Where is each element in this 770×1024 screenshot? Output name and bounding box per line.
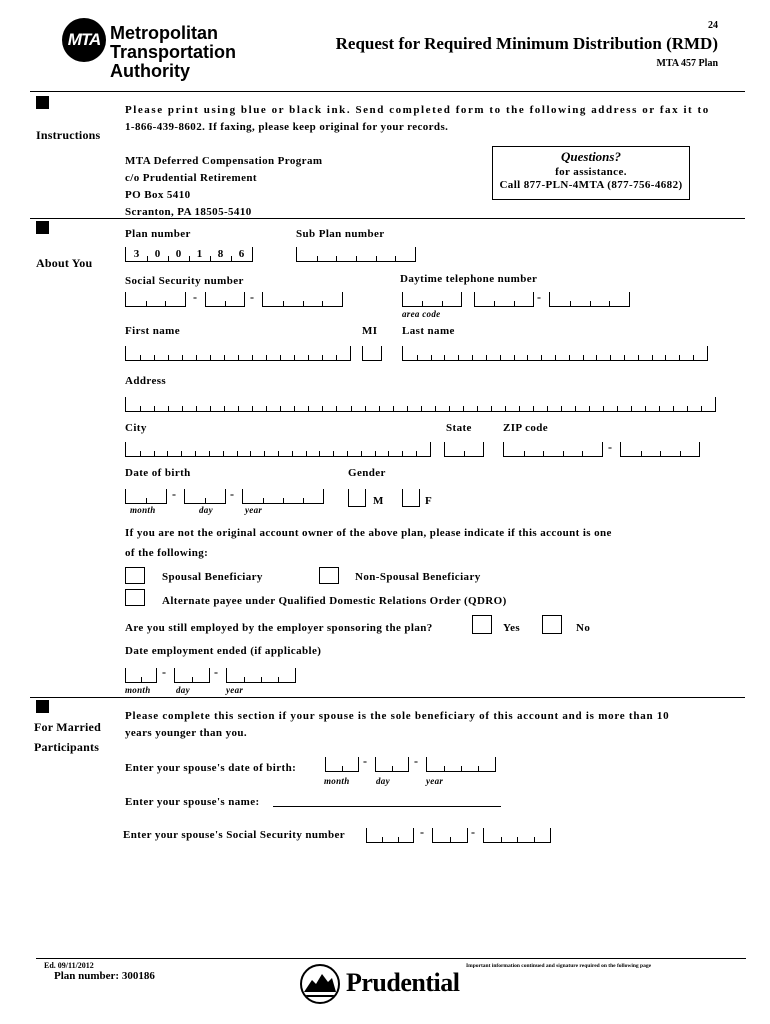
instructions-label: Instructions (36, 128, 101, 142)
year-label: year (226, 685, 244, 695)
city-field[interactable] (125, 442, 431, 457)
dash: - (414, 754, 418, 768)
plan-digit: 6 (231, 247, 252, 261)
org-line-2: Transportation (110, 42, 237, 62)
zip-field-2[interactable] (620, 442, 700, 457)
married-label-2: Participants (34, 740, 100, 754)
no-label: No (576, 622, 591, 634)
address-line-2: c/o Prudential Retirement (125, 172, 257, 184)
alternate-payee-checkbox[interactable] (125, 589, 145, 606)
divider (30, 218, 745, 219)
spouse-ssn-field-2[interactable] (432, 828, 468, 843)
ssn-field-3[interactable] (262, 292, 343, 307)
mi-label: MI (362, 325, 378, 337)
footer-plan-number: Plan number: 300186 (54, 970, 155, 982)
continued-note: Important information continued and signature required on the following page (466, 963, 652, 969)
plan-digit: 8 (210, 247, 231, 261)
questions-line-2: Call 877-PLN-4MTA (877-756-4682) (499, 179, 683, 191)
last-name-field[interactable] (402, 346, 708, 361)
sub-plan-field[interactable] (296, 247, 416, 262)
spouse-ssn-label: Enter your spouse's Social Security number (123, 829, 346, 841)
dash: - (471, 825, 475, 839)
dash: - (537, 290, 541, 304)
phone-prefix-field[interactable] (474, 292, 534, 307)
area-code-field[interactable] (402, 292, 462, 307)
spouse-name-label: Enter your spouse's name: (125, 796, 260, 808)
month-label: month (125, 685, 151, 695)
spouse-dob-month-field[interactable] (325, 757, 359, 772)
month-label: month (324, 776, 350, 786)
org-line-3: Authority (110, 61, 190, 81)
plan-digit: 3 (133, 248, 140, 260)
phone-label: Daytime telephone number (400, 273, 538, 285)
form-title: Request for Required Minimum Distribution (RMD) (335, 34, 718, 53)
dash: - (214, 665, 218, 679)
dash: - (363, 754, 367, 768)
area-code-label: area code (402, 309, 441, 319)
emp-day-field[interactable] (174, 668, 210, 683)
alternate-payee-label: Alternate payee under Qualified Domestic Relations Order (QDRO) (162, 595, 507, 607)
prudential-rock-icon (300, 964, 340, 1004)
instructions-text-2: 1-866-439-8602. If faxing, please keep original for your records. (125, 121, 449, 133)
address-line-1: MTA Deferred Compensation Program (125, 155, 323, 167)
plan-digit: 1 (189, 247, 210, 261)
phone-line-field[interactable] (549, 292, 630, 307)
mta-logo-icon (62, 18, 106, 62)
address-line-4: Scranton, PA 18505-5410 (125, 206, 252, 218)
dash: - (250, 290, 254, 304)
plan-number-field[interactable] (125, 247, 253, 262)
employed-no-checkbox[interactable] (542, 615, 562, 634)
ssn-label: Social Security number (125, 275, 244, 287)
married-text-2: years younger than you. (125, 727, 248, 739)
questions-title: Questions? (561, 149, 621, 164)
dob-month-field[interactable] (125, 489, 167, 504)
logo-text: MTA (67, 30, 101, 49)
gender-f-checkbox[interactable] (402, 489, 420, 507)
divider (36, 958, 746, 959)
year-label: year (426, 776, 444, 786)
spouse-name-field[interactable] (273, 806, 501, 807)
rock-icon (302, 966, 338, 1002)
dob-label: Date of birth (125, 467, 191, 479)
address-label: Address (125, 375, 167, 387)
address-line-3: PO Box 5410 (125, 189, 191, 201)
dob-day-field[interactable] (184, 489, 226, 504)
married-label-1: For Married (34, 720, 101, 734)
address-field[interactable] (125, 397, 716, 412)
first-name-label: First name (125, 325, 181, 337)
state-label: State (446, 422, 472, 434)
emp-year-field[interactable] (226, 668, 296, 683)
spouse-dob-day-field[interactable] (375, 757, 409, 772)
org-line-1: Metropolitan (110, 23, 218, 43)
non-spousal-label: Non-Spousal Beneficiary (355, 571, 481, 583)
dash: - (230, 487, 234, 501)
prudential-logo-text: Prudential (346, 968, 460, 997)
month-label: month (130, 505, 156, 515)
yes-label: Yes (503, 622, 521, 634)
spouse-ssn-field-1[interactable] (366, 828, 414, 843)
divider (30, 697, 745, 698)
spousal-label: Spousal Beneficiary (162, 571, 263, 583)
zip-label: ZIP code (503, 422, 549, 434)
non-spousal-checkbox[interactable] (319, 567, 339, 584)
day-label: day (176, 685, 190, 695)
day-label: day (376, 776, 390, 786)
day-label: day (199, 505, 213, 515)
not-owner-text-1: If you are not the original account owner of the above plan, please indicate if this account is one (125, 527, 612, 539)
year-label: year (245, 505, 263, 515)
gender-m-checkbox[interactable] (348, 489, 366, 507)
divider (30, 91, 745, 92)
plan-digit: 0 (147, 247, 168, 261)
org-name (110, 24, 236, 81)
plan-name: MTA 457 Plan (656, 58, 718, 69)
ssn-field-1[interactable] (125, 292, 186, 307)
plan-digit: 0 (168, 247, 189, 261)
page-number: 24 (708, 20, 718, 31)
dash: - (420, 825, 424, 839)
spouse-dob-label: Enter your spouse's date of birth: (125, 762, 297, 774)
sub-plan-label: Sub Plan number (296, 228, 385, 240)
mi-field[interactable] (362, 346, 382, 361)
employed-yes-checkbox[interactable] (472, 615, 492, 634)
ssn-field-2[interactable] (205, 292, 245, 307)
state-field[interactable] (444, 442, 484, 457)
gender-m-label: M (373, 495, 384, 507)
edition-date: Ed. 09/11/2012 (44, 961, 94, 970)
spouse-ssn-field-3[interactable] (483, 828, 551, 843)
first-name-field[interactable] (125, 346, 351, 361)
section-marker-icon (36, 96, 49, 109)
still-employed-label: Are you still employed by the employer sponsoring the plan? (125, 622, 433, 634)
dash: - (193, 290, 197, 304)
dash: - (162, 665, 166, 679)
about-you-label: About You (36, 256, 93, 270)
city-label: City (125, 422, 147, 434)
dash: - (608, 440, 612, 454)
section-marker-icon (36, 700, 49, 713)
gender-f-label: F (425, 495, 433, 507)
dob-year-field[interactable] (242, 489, 324, 504)
instructions-text-1: Please print using blue or black ink. Send completed form to the following address or fax it to (125, 104, 710, 116)
plan-number-label: Plan number (125, 228, 191, 240)
married-text-1: Please complete this section if your spouse is the sole beneficiary of this account and is more than 10 (125, 710, 670, 722)
zip-field-1[interactable] (503, 442, 603, 457)
dash: - (172, 487, 176, 501)
employment-ended-label: Date employment ended (if applicable) (125, 645, 322, 657)
questions-box (492, 146, 690, 200)
last-name-label: Last name (402, 325, 455, 337)
questions-line-1: for assistance. (555, 166, 627, 178)
gender-label: Gender (348, 467, 386, 479)
not-owner-text-2: of the following: (125, 547, 209, 559)
section-marker-icon (36, 221, 49, 234)
spousal-checkbox[interactable] (125, 567, 145, 584)
emp-month-field[interactable] (125, 668, 157, 683)
spouse-dob-year-field[interactable] (426, 757, 496, 772)
